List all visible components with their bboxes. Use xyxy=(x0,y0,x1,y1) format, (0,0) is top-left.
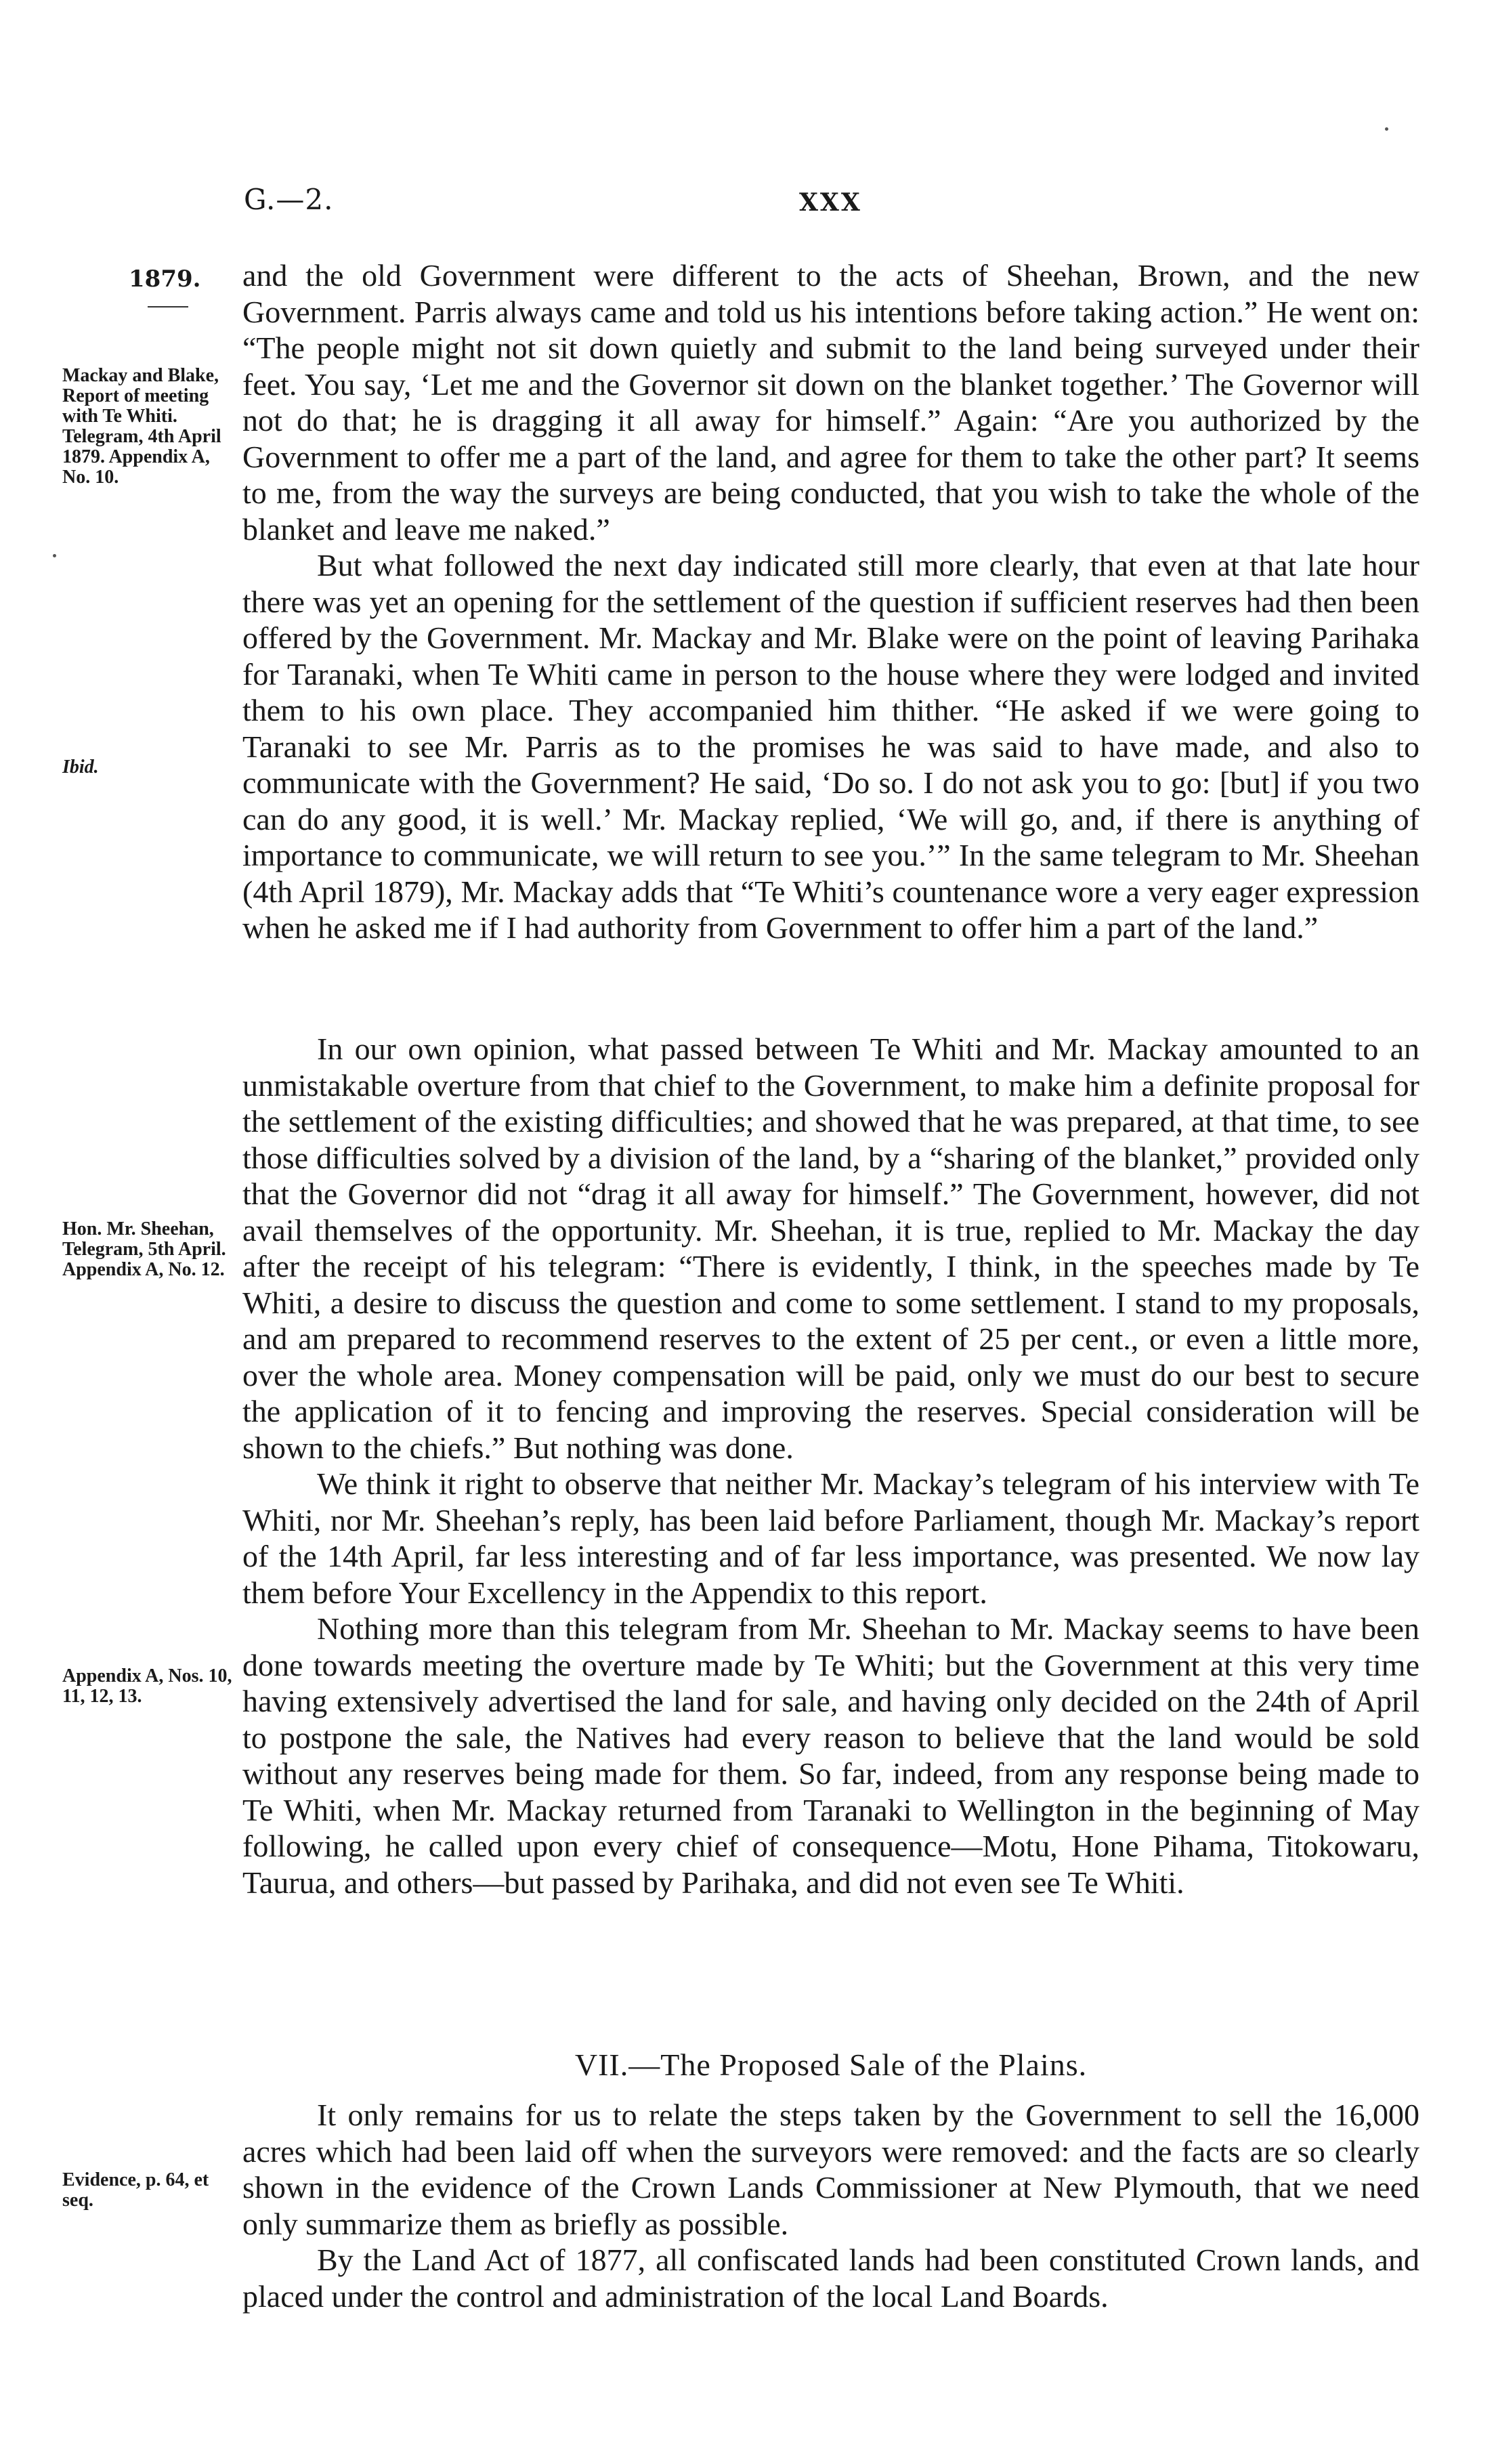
paragraph: Nothing more than this telegram from Mr. Sheehan to Mr. Mackay seems to have been done towards meeting the overture made by Te Whiti; but the Government at this very time having extensively advertised the land for sale, and having only decided on the 24th of April to postpone the sale, the Natives had every reason to believe that the land would be sold without any reserves being made for them. So far, indeed, from any response being made to Te Whiti, when Mr. Mackay returned from Taranaki to Wellington in the beginning of May following, he called upon every chief of consequence—Motu, Hone Pihama, Titokowaru, Taurua, and others—but passed by Parihaka, and did not even see Te Whiti. xyxy=(242,1611,1419,1900)
margin-note-ibid: Ibid. xyxy=(62,757,99,778)
paragraph: But what followed the next day indicated still more clearly, that even at that late hour there was yet an opening for the settlement of the question if sufficient reserves had then been offered by the Government. Mr. Mackay and Mr. Blake were on the point of leaving Parihaka for Taranaki, when Te Whiti came in person to the house where they were lodged and invited them to his own place. They accompanied him thither. “He asked if we were going to Taranaki to see Mr. Parris as to the promises he was said to have made, and also to communicate with the Government? He said, ‘Do so. I do not ask you to go: [but] if you two can do any good, it is well.’ Mr. Mackay replied, ‘We will go, and, if there is anything of importance to communicate, we will return to see you.’” In the same telegram to Mr. Sheehan (4th April 1879), Mr. Mackay adds that “Te Whiti’s countenance wore a very eager expression when he asked me if I had authority from Government to offer him a part of the land.” xyxy=(242,548,1419,945)
paragraph: In our own opinion, what passed between Te Whiti and Mr. Mackay amounted to an unmistakable overture from that chief to the Government, to make him a definite proposal for the settlement of the existing difficulties; and showed that he was prepared, at that time, to see those difficulties solved by a division of the land, by a “sharing of the blanket,” provided only that the Governor did not “drag it all away for himself.” The Government, however, did not avail themselves of the opportunity. Mr. Sheehan, it is true, replied to Mr. Mackay the day after the receipt of his telegram: “There is evidently, I think, in the speeches made by Te Whiti, a desire to discuss the question and come to some settlement. I stand to my proposals, and am prepared to recommend reserves to the extent of 25 per cent., or even a little more, over the whole area. Money compensation will be paid, only we must do our best to secure the application of it to fencing and improving the reserves. Special consideration will be shown to the chiefs.” But nothing was done. xyxy=(242,1032,1419,1465)
paragraph: By the Land Act of 1877, all confiscated lands had been constituted Crown lands, and placed under the control and administration of the local Land Boards. xyxy=(242,2243,1419,2314)
margin-note-evidence: Evidence, p. 64, et seq. xyxy=(62,2169,209,2211)
margin-note-sheehan: Hon. Mr. Sheehan, Telegram, 5th April. Appendix A, No. 12. xyxy=(62,1218,226,1280)
year-rule xyxy=(148,306,188,307)
margin-note-appendix: Appendix A, Nos. 10, 11, 12, 13. xyxy=(62,1665,232,1707)
speck xyxy=(53,554,56,557)
margin-note-mackay-blake: Mackay and Blake, Report of meeting with Te Whiti. Telegram, 4th April 1879. Appendix A, No. 10. xyxy=(62,365,221,488)
margin-year: 1879. xyxy=(129,265,201,293)
text-block-3 xyxy=(242,2097,1419,2314)
text-block-1 xyxy=(242,257,1419,946)
paragraph: and the old Government were different to the acts of Sheehan, Brown, and the new Government. Parris always came and told us his intentions before taking action.” He went on: “The people might not sit down quietly and submit to the land being surveyed under their feet. You say, ‘Let me and the Governor sit down on the blanket together.’ The Governor will not do that; he is dragging it all away for himself.” Again: “Are you authorized by the Government to offer me a part of the land, and agree for them to take the other part? It seems to me, from the way the surveys are being conducted, that you wish to take the whole of the blanket and leave me naked.” xyxy=(242,258,1419,547)
paragraph: It only remains for us to relate the steps taken by the Government to sell the 16,000 acres which had been laid off when the surveyors were removed: and the facts are so clearly shown in the evidence of the Crown Lands Commissioner at New Plymouth, that we need only summarize them as briefly as possible. xyxy=(242,2098,1419,2241)
page-number: XXX xyxy=(799,188,862,217)
paragraph: We think it right to observe that neither Mr. Mackay’s telegram of his interview with Te Whiti, nor Mr. Sheehan’s reply, has been laid before Parliament, though Mr. Mackay’s report of the 14th April, far less interesting and of far less importance, was presented. We now lay them before Your Excellency in the Appendix to this report. xyxy=(242,1466,1419,1610)
text-block-2 xyxy=(242,1031,1419,1900)
section-heading: VII.—The Proposed Sale of the Plains. xyxy=(574,2047,1088,2082)
speck xyxy=(1385,127,1388,131)
page-reference: G.—2. xyxy=(244,183,334,216)
